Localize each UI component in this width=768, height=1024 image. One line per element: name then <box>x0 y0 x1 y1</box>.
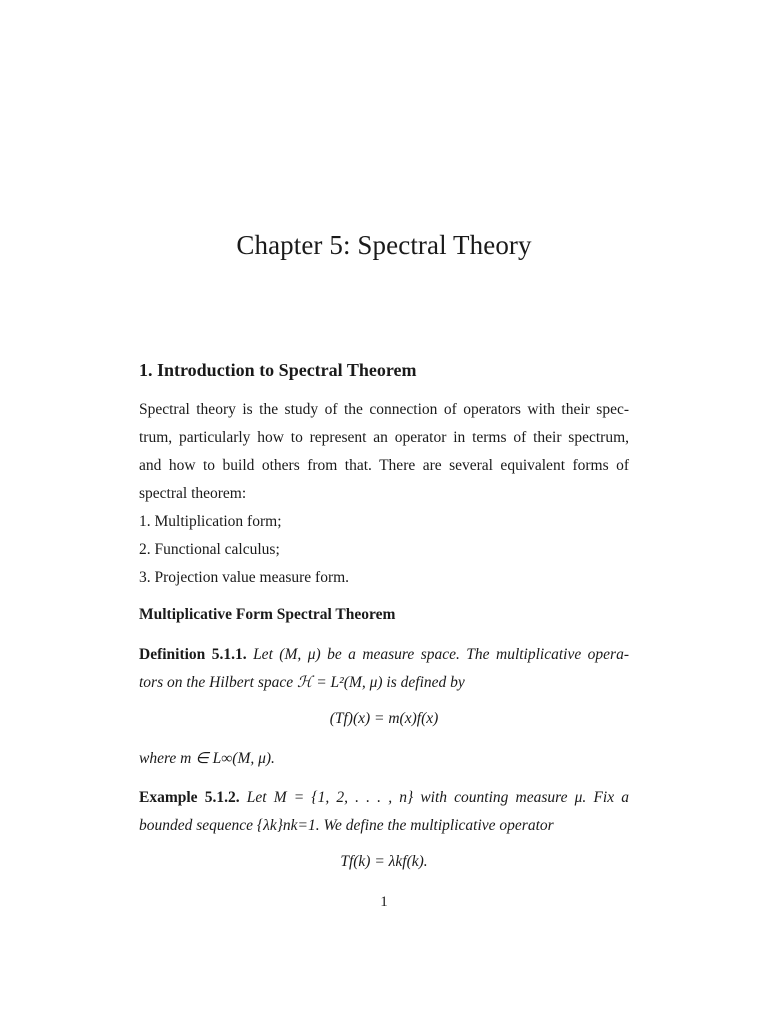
definition-equation: (Tf)(x) = m(x)f(x) <box>329 710 439 727</box>
definition-line-1 <box>139 645 629 665</box>
definition-after-text: where m ∈ L∞(M, μ). <box>139 750 275 767</box>
intro-line-4: spectral theorem: <box>139 485 247 502</box>
list-item-functional-calculus: 2. Functional calculus; <box>139 541 280 558</box>
example-text-1: Let M = {1, 2, . . . , n} with counting measure μ. Fix a <box>246 789 630 806</box>
example-line-2: bounded sequence {λk}nk=1. We define the multiplicative operator <box>139 817 554 834</box>
intro-line-1: Spectral theory is the study of the connection of operators with their spec- <box>139 401 629 418</box>
list-item-multiplication-form: 1. Multiplication form; <box>139 513 282 530</box>
section-heading: 1. Introduction to Spectral Theorem <box>139 360 417 380</box>
chapter-title: Chapter 5: Spectral Theory <box>236 230 532 260</box>
definition-line-2: tors on the Hilbert space ℋ = L²(M, μ) is defined by <box>139 674 465 691</box>
list-item-projection-value-measure: 3. Projection value measure form. <box>139 569 350 586</box>
example-label: Example 5.1.2. <box>139 789 240 806</box>
subsection-heading: Multiplicative Form Spectral Theorem <box>139 606 396 623</box>
page-number: 1 <box>380 894 388 910</box>
example-equation: Tf(k) = λkf(k). <box>340 853 428 870</box>
intro-line-3: and how to build others from that. There are several equivalent forms of <box>139 457 629 474</box>
example-line-1 <box>139 788 629 808</box>
definition-label: Definition 5.1.1. <box>139 646 247 663</box>
definition-text-1: Let (M, μ) be a measure space. The multiplicative opera- <box>253 646 629 663</box>
intro-line-2: trum, particularly how to represent an operator in terms of their spectrum, <box>139 429 629 446</box>
